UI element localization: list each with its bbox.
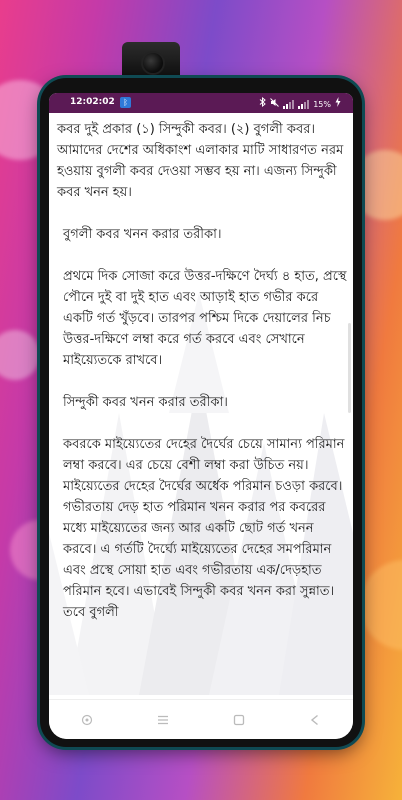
section-heading: বুগলী কবর খনন করার তরীকা।	[63, 227, 222, 242]
signal-icon	[283, 100, 294, 109]
menu-button[interactable]	[148, 705, 178, 735]
bluetooth-icon	[259, 97, 266, 111]
status-icons	[259, 97, 341, 111]
assistant-icon	[81, 714, 93, 726]
signal-icon-2	[298, 100, 309, 109]
battery-percent: 15%	[313, 99, 331, 109]
mute-icon	[270, 98, 279, 111]
back-icon	[309, 714, 321, 726]
popup-camera	[122, 42, 180, 82]
assistant-button[interactable]	[72, 705, 102, 735]
article-paragraph: কবরকে মাইয়্যেতের দেহের দৈর্ঘের চেয়ে সামান্য পরিমান লম্বা করবে। এর চেয়ে বেশী লম্বা করা উচিত নয়। মাইয়্যেতের দেহের দৈর্ঘের অর্ধেক পরিমান চওড়া করবে। গভীরতায় দেড় হাত পরিমান খনন করার পর কবরের মধ্যে মাইয়্যেতের জন্য আর একটি ছোট গর্ত খনন করবে। এ গর্তটি দৈর্ঘ্যে মাইয়্যেতের দেহের সমপরিমান এবং প্রস্থে সোয়া হাত এবং গভীরতায় এক/দেড়হাত পরিমান হবে। এভাবেই সিন্দুকী কবর খনন করা সুন্নাত। তবে বুগলী	[63, 437, 345, 620]
camera-lens	[141, 51, 165, 75]
article-paragraph: কবর দুই প্রকার (১) সিন্দুকী কবর। (২) বুগলী কবর। আমাদের দেশের অধিকাংশ এলাকার মাটি সাধারণত নরম হওয়ায় বুগলী কবর দেওয়া সম্ভব হয় না। এজন্য সিন্দুকী কবর খনন হয়।	[57, 122, 344, 200]
article-paragraph: প্রথমে দিক সোজা করে উত্তর-দক্ষিণে দৈর্ঘ্য ৪ হাত, প্রস্থে পৌনে দুই বা দুই হাত এবং আড়াই হাত গভীর করে একটি গর্ত খুঁড়বে। তারপর পশ্চিম দিকে দেয়ালের নিচ উত্তর-দক্ষিণে লম্বা করে গর্ত করবে এবং সেখানে মাইয়্যেতকে রাখবে।	[63, 269, 347, 368]
notification-bluetooth-icon: ᛒ	[120, 97, 131, 108]
status-time: 12:02:02	[70, 97, 115, 107]
background-bokeh	[360, 560, 402, 650]
status-bar	[49, 93, 353, 113]
charging-icon	[335, 97, 341, 111]
home-button[interactable]	[224, 705, 254, 735]
phone-screen	[49, 93, 353, 739]
section-heading: সিন্দুকী কবর খনন করার তরীকা।	[63, 395, 228, 410]
article-content[interactable]	[49, 113, 353, 695]
background-bokeh	[0, 330, 40, 380]
home-icon	[233, 714, 245, 726]
menu-icon	[157, 715, 169, 725]
scrollbar-thumb[interactable]	[348, 323, 351, 413]
navigation-bar	[49, 699, 353, 739]
article-text	[49, 113, 353, 623]
back-button[interactable]	[300, 705, 330, 735]
